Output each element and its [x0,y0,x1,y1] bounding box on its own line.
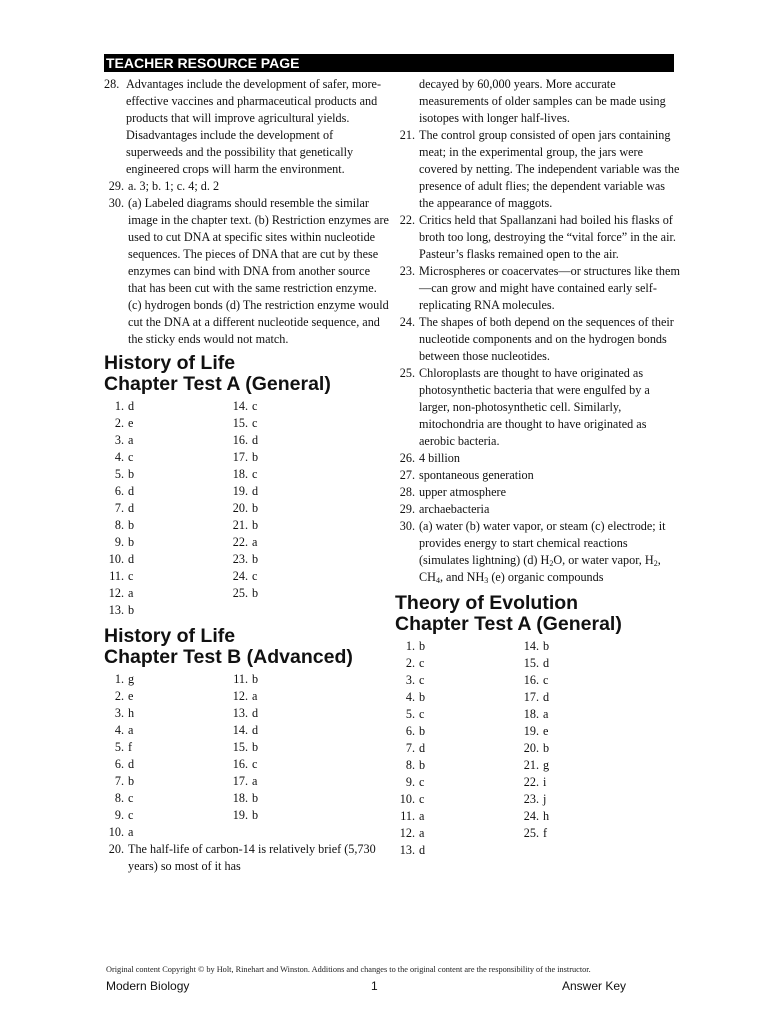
answer-letter: d [128,399,135,413]
answer-letter: b [252,501,259,515]
answer-row [228,415,378,432]
answer-letter: d [128,484,135,498]
answer-item [104,178,389,195]
answer-row [104,756,228,773]
item-number: 28. [104,77,120,91]
answer-row [104,585,228,602]
answer-number: 4. [114,450,124,464]
answer-letter: c [543,673,549,687]
footer-section-label: Answer Key [562,979,627,993]
answer-row [104,449,228,466]
answer-letter: d [419,741,426,755]
answer-item [395,365,680,450]
answer-row [228,671,378,688]
answer-number: 3. [405,673,415,687]
answer-number: 11. [400,809,415,823]
subscript: 4 [435,576,440,585]
answer-number: 1. [114,399,124,413]
answer-item [395,518,680,586]
answer-number: 6. [405,724,415,738]
answer-letter: b [252,672,259,686]
subscript: 3 [484,576,489,585]
answer-number: 17. [523,690,539,704]
answer-letter: c [252,757,258,771]
answer-row [104,790,228,807]
answer-letter: d [128,552,135,566]
answer-row [395,655,519,672]
answer-letter: b [252,586,259,600]
answer-number: 2. [114,416,124,430]
item-number: 29. [108,179,124,193]
answer-letter: c [252,416,258,430]
answer-letter: e [128,416,134,430]
answer-letter: b [128,467,135,481]
answer-number: 17. [232,450,248,464]
answer-grid-history-b [104,671,389,841]
answer-number: 25. [523,826,539,840]
answer-letter: a [252,689,258,703]
answer-letter: i [543,775,547,789]
footer-book-title: Modern Biology [106,979,190,993]
answer-letter: d [419,843,426,857]
answer-row [104,807,228,824]
answer-number: 18. [523,707,539,721]
answer-grid-col1 [104,398,228,619]
answer-letter: b [419,758,426,772]
answer-grid-evolution-a [395,638,680,859]
answer-letter: b [543,639,550,653]
item-number: 20. [108,842,124,856]
answer-row [104,568,228,585]
answer-letter: a [128,586,134,600]
answer-number: 10. [108,825,124,839]
footer-page-number: 1 [371,979,378,993]
answer-letter: h [128,706,135,720]
answer-number: 21. [523,758,539,772]
right-column [395,76,680,859]
answer-row [228,534,378,551]
answer-row [104,739,228,756]
answer-number: 2. [114,689,124,703]
answer-row [228,432,378,449]
heading-line: Chapter Test A (General) [104,373,331,395]
answer-row [395,791,519,808]
answer-row [519,689,669,706]
answer-letter: d [128,757,135,771]
item-text: 4 billion [419,451,460,465]
answer-letter: e [543,724,549,738]
answer-number: 21. [232,518,248,532]
answer-letter: a [128,433,134,447]
answer-letter: b [543,741,550,755]
heading-line: Chapter Test A (General) [395,613,622,635]
answer-row [519,774,669,791]
heading-line: History of Life [104,625,236,647]
answer-row [104,483,228,500]
answer-row [395,808,519,825]
answer-letter: b [128,518,135,532]
answer-letter: d [252,433,259,447]
answer-number: 10. [108,552,124,566]
answer-number: 4. [405,690,415,704]
answer-row [228,517,378,534]
answer-number: 13. [108,603,124,617]
answer-row [519,808,669,825]
answer-number: 7. [405,741,415,755]
answer-letter: j [543,792,547,806]
answer-item [104,841,389,875]
answer-number: 24. [232,569,248,583]
answer-number: 19. [232,808,248,822]
answer-number: 6. [114,484,124,498]
item-number: 29. [399,502,415,516]
page-header-bar [104,54,674,72]
answer-letter: c [252,467,258,481]
answer-number: 23. [232,552,248,566]
section-heading-evolution-a [395,593,680,635]
answer-row [104,415,228,432]
answer-number: 14. [232,399,248,413]
answer-item [395,127,680,212]
item-number: 28. [399,485,415,499]
item-number: 24. [399,315,415,329]
answer-letter: b [419,639,426,653]
answer-row [395,723,519,740]
answer-number: 15. [232,416,248,430]
answer-letter: c [252,569,258,583]
answer-number: 14. [232,723,248,737]
answer-item [395,314,680,365]
answer-number: 17. [232,774,248,788]
answer-letter: h [543,809,550,823]
answer-number: 15. [232,740,248,754]
answer-letter: d [252,723,259,737]
answer-letter: d [252,706,259,720]
item-number: 26. [399,451,415,465]
answer-row [104,824,228,841]
answer-row [395,689,519,706]
answer-row [104,466,228,483]
text-fragment: , CH [419,553,661,584]
answer-number: 20. [523,741,539,755]
answer-row [228,790,378,807]
answer-grid-col1 [104,671,228,841]
answer-item [395,263,680,314]
answer-letter: c [128,450,134,464]
answer-number: 1. [405,639,415,653]
answer-letter: a [252,774,258,788]
answer-row [519,672,669,689]
answer-number: 8. [114,791,124,805]
answer-grid-col2 [519,638,669,859]
heading-line: Chapter Test B (Advanced) [104,646,353,668]
page-header-title: TEACHER RESOURCE PAGE [106,55,300,71]
answer-row [228,483,378,500]
answer-row [104,773,228,790]
answer-row [395,740,519,757]
answer-row [104,551,228,568]
answer-row [519,655,669,672]
answer-continuation [395,76,680,127]
answer-row [228,722,378,739]
answer-item [104,76,389,178]
answer-number: 3. [114,433,124,447]
answer-grid-col2 [228,671,378,841]
answer-letter: c [419,707,425,721]
answer-item [395,212,680,263]
answer-row [228,449,378,466]
item-number: 30. [108,196,124,210]
item-text: Chloroplasts are thought to have originated as photosynthetic bacteria that were engulfed by a larger, non-photosynthetic cell. Similarly, mitochondria are thought to have originated as aerobic bacteria. [419,366,650,448]
answer-row [228,807,378,824]
item-number: 30. [399,519,415,533]
answer-letter: c [419,673,425,687]
answer-number: 6. [114,757,124,771]
answer-letter: b [252,791,259,805]
section-heading-history-b [104,626,389,668]
item-text: The half-life of carbon-14 is relatively brief (5,730 years) so most of it has [128,842,376,873]
answer-letter: b [128,774,135,788]
answer-number: 9. [114,808,124,822]
answer-number: 19. [232,484,248,498]
copyright-notice: Original content Copyright © by Holt, Rinehart and Winston. Additions and changes to the original content are the responsibility of the instructor. [106,965,591,974]
answer-number: 15. [523,656,539,670]
answer-number: 5. [114,467,124,481]
answer-row [104,705,228,722]
item-number: 27. [399,468,415,482]
item-text: The shapes of both depend on the sequences of their nucleotide components and on the hydrogen bonds between those nucleotides. [419,315,674,363]
answer-row [104,534,228,551]
answer-letter: b [252,518,259,532]
answer-number: 13. [232,706,248,720]
heading-line: History of Life [104,352,236,374]
answer-item [395,467,680,484]
answer-letter: b [252,552,259,566]
item-number: 25. [399,366,415,380]
item-text: upper atmosphere [419,485,506,499]
answer-letter: g [128,672,135,686]
left-column [104,76,389,875]
answer-letter: c [128,791,134,805]
answer-number: 5. [405,707,415,721]
answer-letter: a [419,809,425,823]
answer-number: 12. [232,689,248,703]
answer-row [104,517,228,534]
answer-letter: d [543,656,550,670]
answer-letter: b [252,450,259,464]
answer-letter: a [252,535,258,549]
answer-number: 1. [114,672,124,686]
answer-row [395,825,519,842]
answer-grid-col2 [228,398,378,619]
answer-row [395,774,519,791]
answer-letter: e [128,689,134,703]
item-text: Advantages include the development of safer, more-effective vaccines and pharmaceutical products and products that will improve agricultural yields. Disadvantages include the development of superweeds and the possibility that genetically engineered crops will harm the environment. [126,77,382,176]
answer-row [104,500,228,517]
answer-row [228,585,378,602]
answer-row [104,688,228,705]
answer-letter: g [543,758,550,772]
answer-letter: d [128,501,135,515]
item-text: spontaneous generation [419,468,534,482]
item-text: The control group consisted of open jars containing meat; in the experimental group, the jars were covered by netting. The independent variable was the presence of adult flies; the dependent variable was the appearance of maggots. [419,128,680,210]
answer-number: 25. [232,586,248,600]
text-fragment: O, or water vapor, H [553,553,654,567]
answer-number: 14. [523,639,539,653]
answer-row [519,791,669,808]
item-number: 22. [399,213,415,227]
answer-number: 7. [114,774,124,788]
answer-letter: b [252,808,259,822]
text-fragment: (a) water (b) water vapor, or steam (c) electrode; it provides energy to start chemical reactions (simulates lightning) (d) H [419,519,666,567]
answer-letter: c [419,775,425,789]
answer-letter: c [419,792,425,806]
subscript: 2 [653,559,658,568]
answer-number: 5. [114,740,124,754]
answer-grid-history-a [104,398,389,619]
answer-row [228,705,378,722]
answer-number: 4. [114,723,124,737]
answer-number: 16. [232,757,248,771]
answer-number: 13. [399,843,415,857]
answer-number: 2. [405,656,415,670]
answer-number: 22. [232,535,248,549]
answer-row [519,723,669,740]
section-heading-history-a [104,353,389,395]
answer-number: 11. [109,569,124,583]
answer-letter: b [419,724,426,738]
answer-row [104,398,228,415]
answer-item [395,501,680,518]
answer-row [228,773,378,790]
answer-row [104,432,228,449]
answer-letter: f [128,740,133,754]
answer-row [395,638,519,655]
answer-row [395,757,519,774]
answer-letter: c [128,569,134,583]
answer-letter: d [252,484,259,498]
answer-letter: a [128,825,134,839]
answer-number: 18. [232,467,248,481]
subscript: 2 [549,559,554,568]
answer-row [228,551,378,568]
answer-number: 10. [399,792,415,806]
answer-letter: c [252,399,258,413]
answer-letter: a [543,707,549,721]
answer-number: 19. [523,724,539,738]
answer-letter: b [128,535,135,549]
item-text: (a) Labeled diagrams should resemble the similar image in the chapter text. (b) Restriction enzymes are used to cut DNA at specific sites within nucleotide sequences. The pieces of DNA that are cut by these enzymes can bind with DNA from another source that has been cut with the same restriction enzyme. (c) hydrogen bonds (d) The restriction enzyme would cut the DNA at a different nucleotide sequence, and the sticky ends would not match. [128,196,389,346]
answer-row [395,672,519,689]
answer-letter: a [419,826,425,840]
item-text [419,519,666,584]
answer-number: 24. [523,809,539,823]
answer-row [104,722,228,739]
answer-row [228,466,378,483]
answer-row [228,739,378,756]
answer-row [519,706,669,723]
answer-row [104,602,228,619]
item-text: Critics held that Spallanzani had boiled his flasks of broth too long, destroying the “vital force” in the air. Pasteur’s flasks remained open to the air. [419,213,676,261]
answer-number: 8. [405,758,415,772]
answer-number: 12. [108,586,124,600]
answer-item [395,484,680,501]
item-text: a. 3; b. 1; c. 4; d. 2 [128,179,220,193]
answer-number: 11. [233,672,248,686]
answer-grid-col1 [395,638,519,859]
answer-row [228,756,378,773]
text-fragment: (e) organic compounds [488,570,604,584]
item-text: decayed by 60,000 years. More accurate measurements of older samples can be made using isotopes with longer half-lives. [419,77,666,125]
item-text: archaebacteria [419,502,490,516]
answer-number: 18. [232,791,248,805]
answer-letter: d [543,690,550,704]
item-number: 21. [399,128,415,142]
answer-letter: c [419,656,425,670]
answer-letter: c [128,808,134,822]
answer-number: 9. [405,775,415,789]
answer-number: 22. [523,775,539,789]
item-number: 23. [399,264,415,278]
answer-row [395,706,519,723]
heading-line: Theory of Evolution [395,592,579,614]
answer-letter: a [128,723,134,737]
answer-row [228,398,378,415]
answer-number: 3. [114,706,124,720]
answer-number: 16. [523,673,539,687]
answer-row [228,500,378,517]
text-fragment: , and NH [439,570,485,584]
answer-number: 12. [399,826,415,840]
answer-letter: b [128,603,135,617]
answer-row [519,757,669,774]
answer-number: 23. [523,792,539,806]
answer-number: 7. [114,501,124,515]
answer-letter: b [252,740,259,754]
answer-letter: f [543,826,548,840]
answer-row [228,568,378,585]
answer-row [228,688,378,705]
answer-row [519,825,669,842]
answer-row [519,740,669,757]
answer-letter: b [419,690,426,704]
answer-number: 20. [232,501,248,515]
answer-number: 9. [114,535,124,549]
answer-row [519,638,669,655]
answer-number: 8. [114,518,124,532]
answer-item [395,450,680,467]
answer-row [395,842,519,859]
answer-row [104,671,228,688]
answer-item [104,195,389,348]
item-text: Microspheres or coacervates—or structures like them—can grow and might have contained early self-replicating RNA molecules. [419,264,680,312]
answer-number: 16. [232,433,248,447]
